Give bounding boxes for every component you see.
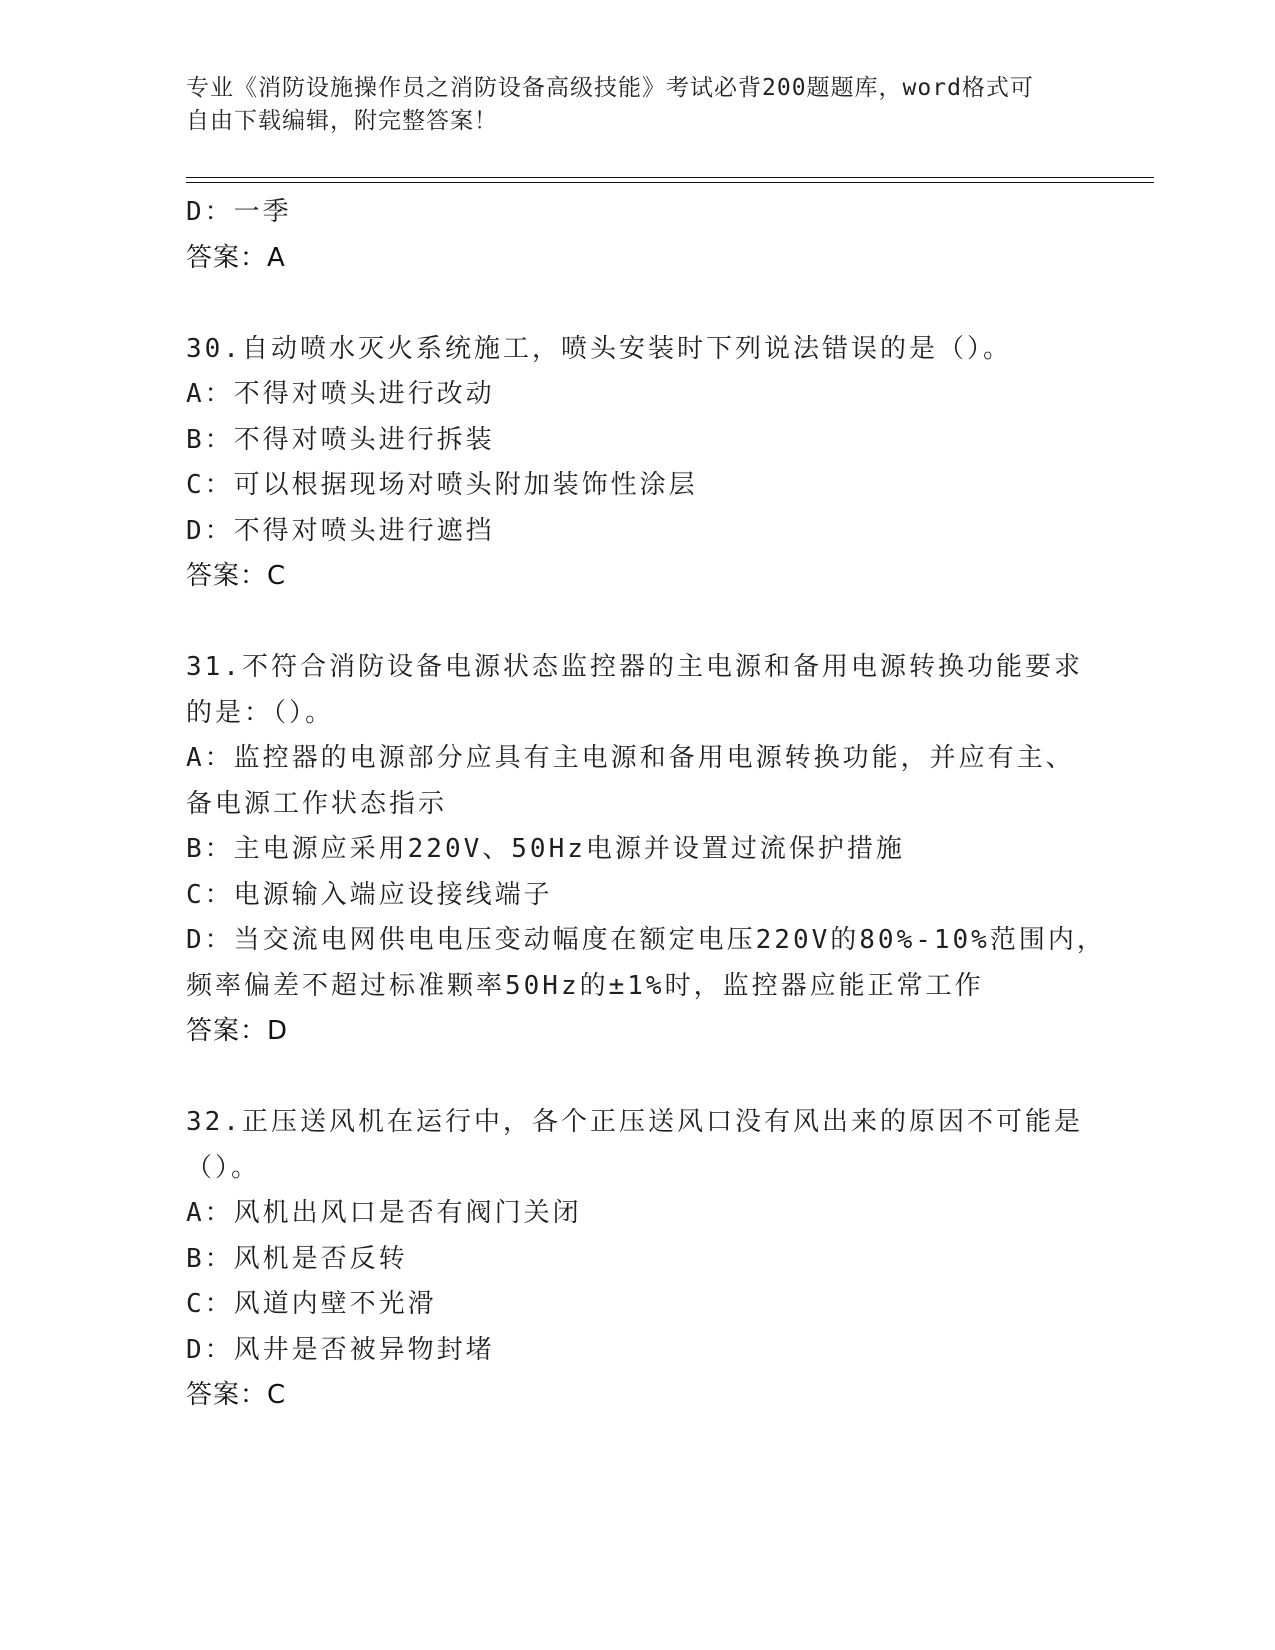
answer-option: A：不得对喷头进行改动 <box>186 379 495 409</box>
question-text: （）。 <box>186 1152 261 1183</box>
answer-option: C：风道内壁不光滑 <box>186 1289 437 1319</box>
header-rule-bottom <box>186 182 1154 183</box>
answer-option: B：主电源应采用220V、50Hz电源并设置过流保护措施 <box>186 834 905 864</box>
answer-option: B：风机是否反转 <box>186 1243 408 1274</box>
answer-option: 频率偏差不超过标准颗率50Hz的±1%时，监控器应能正常工作 <box>186 970 984 1001</box>
answer-option: D：不得对喷头进行遮挡 <box>186 515 495 546</box>
answer-option: D：当交流电网供电电压变动幅度在额定电压220V的80%-10%范围内， <box>186 925 1106 955</box>
answer-option: A：风机出风口是否有阀门关闭 <box>186 1198 582 1228</box>
correct-answer: 答案：C <box>186 1380 287 1410</box>
question-text: 31.不符合消防设备电源状态监控器的主电源和备用电源转换功能要求 <box>186 652 1083 682</box>
question-spacer <box>186 1055 1086 1101</box>
header-line-1: 专业《消防设施操作员之消防设备高级技能》考试必背200题题库，word格式可 <box>186 75 1034 101</box>
correct-answer: 答案：D <box>186 1016 289 1046</box>
question-list <box>186 190 1106 1419</box>
question-text: 32.正压送风机在运行中，各个正压送风口没有风出来的原因不可能是 <box>186 1107 1083 1137</box>
answer-option: C：可以根据现场对喷头附加装饰性涂层 <box>186 470 698 500</box>
question-spacer <box>186 281 1086 327</box>
header-line-2: 自由下载编辑，附完整答案！ <box>186 108 498 134</box>
answer-option: 备电源工作状态指示 <box>186 788 448 819</box>
question-block <box>186 190 1086 281</box>
question-text: 的是：（）。 <box>186 697 335 728</box>
document-header <box>186 72 1086 138</box>
answer-option: D：一季 <box>186 197 292 227</box>
correct-answer: 答案：A <box>186 242 286 273</box>
question-block <box>186 327 1086 600</box>
header-rule-top <box>186 177 1154 178</box>
question-text: 30.自动喷水灭火系统施工，喷头安装时下列说法错误的是（）。 <box>186 333 1012 364</box>
answer-option: D：风井是否被异物封堵 <box>186 1334 495 1365</box>
question-spacer <box>186 600 1086 646</box>
question-block <box>186 1100 1086 1419</box>
question-block <box>186 645 1106 1055</box>
correct-answer: 答案：C <box>186 561 287 591</box>
answer-option: C：电源输入端应设接线端子 <box>186 879 553 910</box>
answer-option: B：不得对喷头进行拆装 <box>186 424 495 455</box>
answer-option: A：监控器的电源部分应具有主电源和备用电源转换功能，并应有主、 <box>186 743 1075 773</box>
